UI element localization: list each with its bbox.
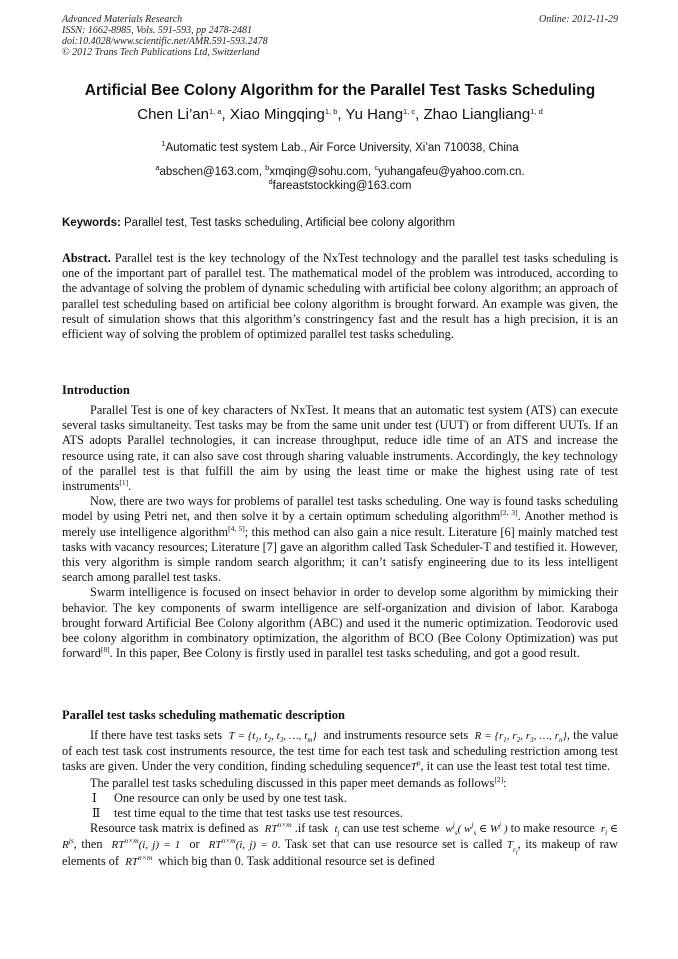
formula-resource-set: $R = \{r_1$, $r_2$, $r_3$, …, $r_n$} — [474, 730, 567, 745]
keywords-label: Keywords: — [62, 217, 121, 229]
introduction-body — [62, 403, 618, 661]
author-name: Chen Li’an — [137, 106, 209, 123]
abstract-text: Parallel test is the key technology of the NxTest technology and the parallel test tasks scheduling is one of the important part of parallel test. The mathematical model of the problem was introduced, according to the advantage of solving the problem of dynamic scheduling with artificial bee colony algorithm; an approach of parallel test scheduling based on artificial bee colony algorithm is brought forward. An example was given, the result of simulation shows that this algorithm’s constringency fast and the result has a high precision, it is an efficient way of solving the problem of optimized parallel test tasks scheduling. — [62, 251, 619, 342]
introduction-heading: Introduction — [62, 383, 130, 397]
abstract-label: Abstract. — [62, 251, 111, 265]
author-name: Zhao Liangliang — [423, 106, 531, 123]
affiliation-text: Automatic test system Lab., Air Force University, Xi’an 710038, China — [165, 142, 519, 154]
author-mark: 1, d — [530, 107, 543, 116]
paragraph: The parallel test tasks scheduling discussed in this paper meet demands as follows[2]: — [90, 774, 507, 790]
section-heading: Parallel test tasks scheduling mathematic description — [62, 708, 345, 722]
paragraph: Now, there are two ways for problems of parallel test tasks scheduling. One way is found tasks scheduling model by using Petri net, and then solve it by a certain optimum scheduling algorithm[2, 3]. Another method is merely use intelligence algorithm[4, 5]; this method can also gain a nice result. Literature [6] mainly matched test tasks with vacancy resources; Literature [7] gave an algorithm called Task Scheduler-T and testified it. However, this very algorithm is simple random search algorithm; it can’t satisfy engineering due to its less intelligent search among parallel test tasks. — [62, 494, 618, 585]
paper-title: Artificial Bee Colony Algorithm for the Parallel Test Tasks Scheduling — [84, 82, 596, 99]
email-mark: b — [265, 163, 270, 172]
formula-scheme: $w^j_s$( $w^j_s$ ∈ $W^j$ ) — [445, 820, 508, 838]
citation[interactable]: [8] — [100, 645, 110, 655]
journal-name: Advanced Materials Research — [62, 14, 183, 25]
citation[interactable]: [2] — [494, 774, 504, 784]
author-mark: 1, c — [403, 107, 416, 116]
issn-line: ISSN: 1662-8985, Vols. 591-593, pp 2478-2481 — [62, 25, 252, 36]
copyright-line: © 2012 Trans Tech Publications Ltd, Switzerland — [62, 47, 260, 58]
email-mark: c — [374, 163, 379, 172]
formula-task-set: $T = \{t_1$, $t_2$, $t_3$, …, $t_m$} — [228, 730, 317, 745]
doi-line[interactable]: doi:10.4028/www.scientific.net/AMR.591-593.2478 — [62, 36, 268, 47]
author-mark: 1, b — [324, 107, 338, 116]
abstract — [62, 251, 618, 342]
email-address[interactable]: abschen@163.com — [159, 166, 259, 178]
email-address[interactable]: fareaststockking@163.com — [272, 180, 412, 192]
author-emails: $^a$abschen@163.com, $^b$xmqing@sohu.com, $^c$yuhangafeu@yahoo.com.cn. $^d$fareaststockking@163.com — [155, 163, 525, 192]
email-mark: d — [268, 177, 273, 186]
section-body — [62, 728, 618, 870]
online-date: Online: 2012-11-29 — [539, 14, 618, 25]
affiliation-mark: 1 — [161, 139, 166, 148]
author-name: Xiao Mingqing — [229, 106, 325, 123]
author-mark: 1, a — [208, 107, 222, 116]
paragraph: If there have test tasks sets $T = \{t_1$, $t_2$, $t_3$, …, $t_m$} and instruments resource sets $R = \{r_1$, $r_2$, $r_3$, …, $r_n$}, the value of each test task cost instruments resource, the test time for each test task and scheduling restriction among test tasks are given. Under the very condition, finding scheduling sequenceT$^p$, it can use the least test total test time. — [62, 728, 619, 774]
author-name: Yu Hang — [345, 106, 404, 123]
paragraph: Parallel Test is one of key characters of NxTest. It means that an automatic test system (ATS) can execute several tasks simultaneity. Test tasks may be from the same unit under test (UUT) or from different UUTs. If an ATS adopts Parallel technologies, it can increase throughput, reduce idle time of an ATS and increase the resource using rate, it can also save cost through sharing valuable instruments. Accordingly, the key technology of the parallel test is that fulfill the aim by using the least time or make the highest using rate of test instruments[1]. — [62, 403, 618, 494]
formula-matrix: $RT^{n\times m}$ — [264, 820, 292, 836]
list-item: Ⅰ One resource can only be used by one test task. — [92, 790, 347, 805]
paragraph: Swarm intelligence is focused on insect behavior in order to develop some algorithm by mimicking their behavior. The key components of swarm intelligence are self-organization and division of labor. Karaboga brought forward Artificial Bee Colony algorithm (ABC) and used it the numeric optimization. Teodorovic used bee colony algorithm in combinatory optimization, the algorithm of BCO (Bee Colony Optimization) was put forward[8]. In this paper, Bee Colony is firstly used in parallel test tasks scheduling, and got a good result. — [62, 585, 618, 661]
journal-header — [62, 14, 268, 58]
citation[interactable]: [2, 3] — [500, 508, 518, 518]
list-item: Ⅱ test time equal to the time that test tasks use test resources. — [92, 806, 403, 821]
affiliation — [62, 139, 618, 154]
email-address[interactable]: xmqing@sohu.com — [269, 166, 368, 178]
email-mark: a — [155, 163, 160, 172]
email-address[interactable]: yuhangafeu@yahoo.com.cn. — [378, 166, 525, 178]
citation[interactable]: [1] — [119, 478, 129, 488]
citation[interactable]: [4, 5] — [228, 523, 245, 533]
formula-sequence: $T^p$ — [410, 758, 421, 774]
keywords-text: Parallel test, Test tasks scheduling, Artificial bee colony algorithm — [124, 217, 455, 229]
paragraph: Resource task matrix is defined as $RT^{n\times m}$ .if task $t_j$ can use test scheme $w^j_s$( $w^j_s$ ∈ $W^j$ ) to make resource $r_i$ ∈ $R^{js}$, then $RT^{n\times m}(i$, j) = 1 or $RT^{n\times m}(i$, j) = 0. Task set that can use resource set is called $T_{r_i}$, its makeup of raw elements of $RT^{n\times m}$ which big than 0. Task additional resource set is defined — [62, 820, 619, 868]
keywords — [62, 217, 618, 229]
author-list: Chen Li’an$^{1, a}$, Xiao Mingqing$^{1, b}$, Yu Hang$^{1, c}$, Zhao Liangliang$^{1, d}$ — [137, 106, 543, 123]
